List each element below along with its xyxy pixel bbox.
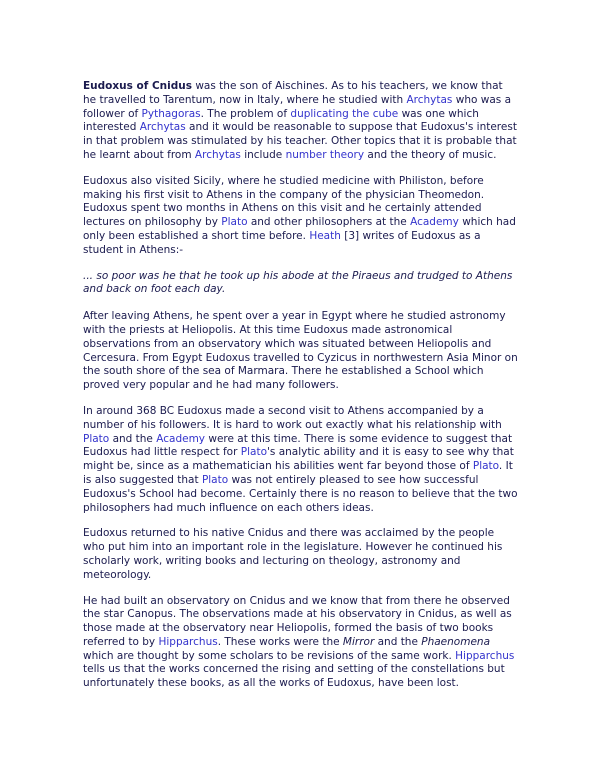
link-heath[interactable]: Heath (309, 229, 341, 242)
link-hipparchus[interactable]: Hipparchus (455, 649, 515, 662)
text: which had only been established a short time before. (83, 216, 516, 242)
link-pythagoras[interactable]: Pythagoras (141, 107, 201, 120)
text: Eudoxus also visited Sicily, where he studied medicine with Philiston, before making his first visit to Athens in the company of the physician Theomedon. Eudoxus spent two months in Athens on this visit and he certainly attended lectures on philosophy by (83, 174, 485, 229)
link-duplicating-the-cube[interactable]: duplicating the cube (290, 107, 399, 120)
text: . The problem of (200, 107, 291, 120)
reference-3[interactable]: [3] (344, 229, 360, 242)
paragraph-5: Eudoxus returned to his native Cnidus and there was acclaimed by the people who put him into an important role in the legislature. However he continued his scholarly work, writing books and lecturing on theology, astronomy and meteorology. (83, 527, 503, 581)
text: . It is also suggested that (83, 460, 513, 486)
text: He had built an observatory on Cnidus and we know that from there he observed the star Canopus. The observations made at his observatory in Cnidus, as well as those made at the observatory near Heliopolis, formed the basis of two books referred to by (83, 594, 512, 648)
text: . These works were the (217, 635, 343, 648)
text: writes of Eudoxus as a student in Athens:- (83, 229, 481, 256)
text: and other philosophers at the (247, 216, 411, 229)
link-academy[interactable]: Academy (156, 432, 206, 445)
link-archytas[interactable]: Archytas (406, 93, 453, 106)
link-plato[interactable]: Plato (240, 446, 267, 459)
paragraph-1 (83, 80, 519, 163)
document-page (83, 80, 519, 703)
text: was one which interested (83, 107, 479, 134)
paragraph-2 (83, 175, 519, 258)
link-number-theory[interactable]: number theory (285, 148, 365, 161)
title-phaenomena: Phaenomena (421, 635, 491, 648)
link-plato[interactable]: Plato (221, 216, 248, 229)
text: and the (109, 432, 157, 445)
text: was the son of Aischines. As to his teachers, we know that he travelled to Tarentum, now in Italy, where he studied with (83, 80, 503, 106)
paragraph-3: After leaving Athens, he spent over a year in Egypt where he studied astronomy with the priests at Heliopolis. At this time Eudoxus made astronomical observations from an observatory which was situated between Heliopolis and Cercesura. From Egypt Eudoxus travelled to Cyzicus in northwestern Asia Minor on the south shore of the sea of Marmara. There he established a School which proved very popular and he had many followers. (83, 310, 518, 392)
link-plato[interactable]: Plato (201, 473, 229, 486)
link-plato[interactable]: Plato (83, 432, 110, 445)
text: and the (374, 635, 422, 648)
text: and it would be reasonable to suppose that Eudoxus's interest in that problem was stimulated by his teacher. Other topics that it is probable that he learnt about from (83, 121, 517, 161)
text: tells us that the works concerned the rising and setting of the constellations but unfortunately these books, as all the works of Eudoxus, have been lost. (83, 663, 505, 690)
subject-name: Eudoxus of Cnidus (83, 80, 192, 92)
title-mirror: Mirror (342, 635, 375, 648)
link-hipparchus[interactable]: Hipparchus (158, 635, 218, 648)
text: was not entirely pleased to see how successful Eudoxus's School had become. Certainly there is no reason to believe that the two philosophers had much influence on each others ideas. (83, 473, 518, 514)
text: and the theory of music. (364, 148, 497, 161)
link-archytas[interactable]: Archytas (194, 148, 241, 161)
text: include (240, 148, 286, 161)
text: who was a follower of (83, 93, 512, 120)
text: In around 368 BC Eudoxus made a second visit to Athens accompanied by a number of his followers. It is hard to work out exactly what his relationship with (83, 404, 502, 431)
text: 's analytic ability and it is easy to see why that might be, since as a mathematician his abilities went far beyond those of (83, 446, 514, 473)
block-quote: ... so poor was he that he took up his abode at the Piraeus and trudged to Athens and back on foot each day. (83, 269, 513, 296)
paragraph-4 (83, 405, 519, 515)
link-plato[interactable]: Plato (472, 460, 499, 473)
link-archytas[interactable]: Archytas (139, 121, 186, 134)
paragraph-6 (83, 595, 519, 692)
text: which are thought by some scholars to be revisions of the same work. (83, 649, 456, 662)
text: were at this time. There is some evidence to suggest that Eudoxus had little respect for (83, 432, 513, 459)
link-academy[interactable]: Academy (410, 216, 459, 229)
